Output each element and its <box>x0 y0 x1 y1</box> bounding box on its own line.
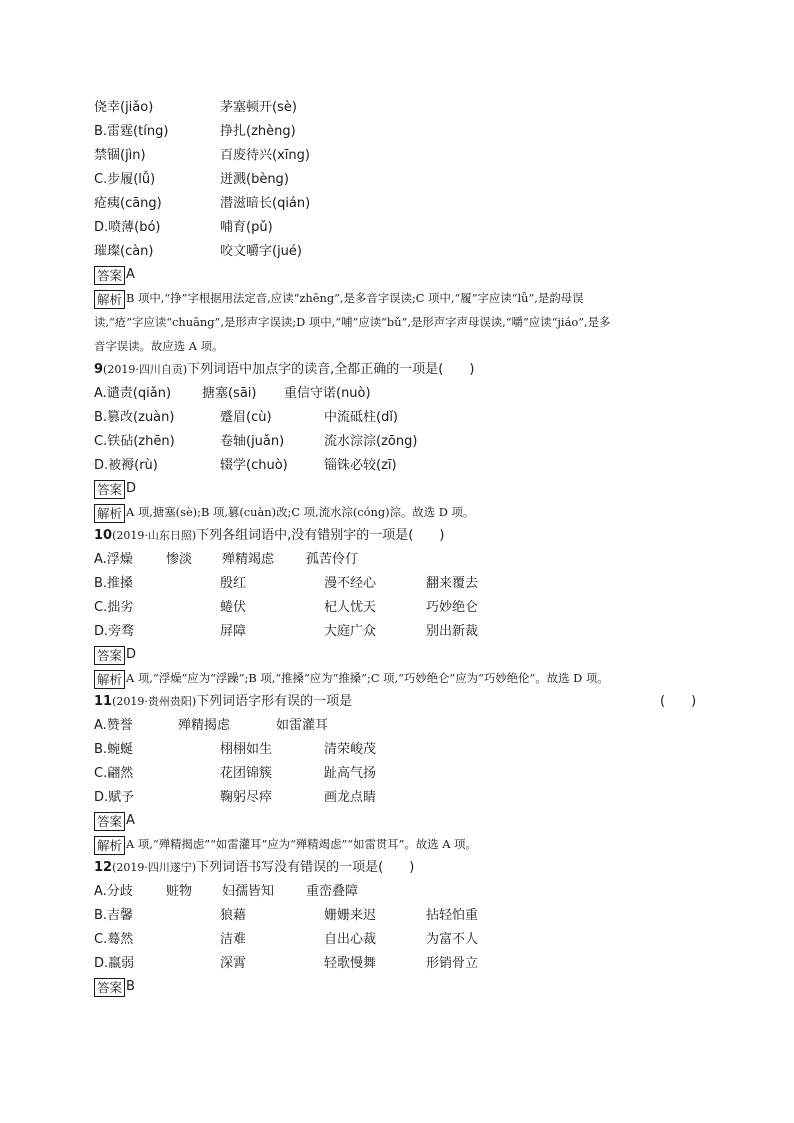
option-word: 杞人忧天 <box>324 600 377 615</box>
option-word: 别出新裁 <box>426 624 479 639</box>
option-word: 巧妙绝仑 <box>426 600 479 615</box>
option-word: 重信守诺(nuò) <box>284 386 371 401</box>
answer-tag: 答案 <box>94 266 125 285</box>
answer-row <box>94 644 710 666</box>
option-word: 禁锢(jìn) <box>94 148 146 163</box>
option-word: 深霄 <box>220 956 247 971</box>
explain-tag: 解析 <box>94 836 125 855</box>
question-text: 下列各组词语中,没有错别字的一项是( ) <box>196 528 445 543</box>
option-word: 中流砥柱(dǐ) <box>324 410 399 425</box>
option-word: 鞠躬尽瘁 <box>220 790 273 805</box>
option-word: 流水淙淙(zōng) <box>324 434 418 449</box>
option-word: B.吉馨 <box>94 908 134 923</box>
option-row <box>94 406 710 430</box>
option-word: 迸溅(bèng) <box>220 172 289 187</box>
option-word: D.羸弱 <box>94 956 135 971</box>
question-number: 12 <box>94 860 113 875</box>
option-row <box>94 714 710 738</box>
option-row <box>94 596 710 620</box>
option-row <box>94 738 710 762</box>
option-row <box>94 762 710 786</box>
option-word: 疮痍(cāng) <box>94 196 162 211</box>
question-text: 下列词语中加点字的读音,全都正确的一项是( ) <box>187 362 475 377</box>
option-row <box>94 786 710 810</box>
option-word: B.推搡 <box>94 576 134 591</box>
option-row <box>94 880 710 904</box>
option-word: 侥幸(jiǎo) <box>94 100 154 115</box>
explanation <box>94 286 710 358</box>
option-word: A.谴责(qiǎn) <box>94 386 172 401</box>
option-word: 孤苦伶仃 <box>306 552 359 567</box>
explanation-line: A 项,“殚精揭虑”“如雷灌耳”应为“殚精竭虑”“如雷贯耳”。故选 A 项。 <box>126 837 477 851</box>
option-word: D.喷薄(bó) <box>94 220 161 235</box>
option-row <box>94 240 710 264</box>
option-word: 花团锦簇 <box>220 766 273 781</box>
answer-row <box>94 264 710 286</box>
option-word: 画龙点睛 <box>324 790 377 805</box>
question-source: (2019·贵州贵阳) <box>112 695 197 708</box>
option-word: 哺育(pǔ) <box>220 220 273 235</box>
question-number: 10 <box>94 528 113 543</box>
answer-tag: 答案 <box>94 978 125 997</box>
question-number: 9 <box>94 362 104 377</box>
option-word: 形销骨立 <box>426 956 479 971</box>
answer-row <box>94 478 710 500</box>
option-word: 重峦叠障 <box>306 884 359 899</box>
option-word: 屏障 <box>220 624 247 639</box>
question-source: (2019·四川遂宁) <box>112 861 197 874</box>
option-word: A.赞誉 <box>94 718 133 733</box>
option-row <box>94 382 710 406</box>
question-source: (2019·山东日照) <box>112 529 197 542</box>
option-word: B.雷霆(tíng) <box>94 124 169 139</box>
option-word: 自出心裁 <box>324 932 377 947</box>
option-word: 大庭广众 <box>324 624 377 639</box>
option-word: B.蜿蜒 <box>94 742 134 757</box>
option-row <box>94 430 710 454</box>
option-row <box>94 216 710 240</box>
option-word: 惨淡 <box>166 552 193 567</box>
option-word: 清荣峻茂 <box>324 742 377 757</box>
explanation-line: A 项,搪塞(sè);B 项,篡(cuàn)改;C 项,流水淙(cóng)淙。故选 D 项。 <box>126 505 475 519</box>
answer-value: D <box>126 647 137 662</box>
option-row <box>94 928 710 952</box>
option-row <box>94 904 710 928</box>
option-word: C.翩然 <box>94 766 134 781</box>
option-word: 漫不经心 <box>324 576 377 591</box>
option-word: 潜滋暗长(qián) <box>220 196 311 211</box>
option-word: D.旁骛 <box>94 624 135 639</box>
option-word: 殚精竭虑 <box>222 552 275 567</box>
option-word: C.铁砧(zhēn) <box>94 434 175 449</box>
option-word: 璀璨(càn) <box>94 244 154 259</box>
option-word: 咬文嚼字(jué) <box>220 244 302 259</box>
exam-page <box>94 96 710 998</box>
answer-value: D <box>126 481 137 496</box>
option-word: 殚精揭虑 <box>178 718 231 733</box>
question-stem <box>94 856 710 880</box>
option-word: 洁难 <box>220 932 247 947</box>
question-source: (2019·四川自贡) <box>103 363 188 376</box>
answer-row <box>94 976 710 998</box>
option-word: 为富不人 <box>426 932 479 947</box>
explain-tag: 解析 <box>94 504 125 523</box>
explanation-line: 读,“疮”字应读“chuāng”,是形声字误读;D 项中,“哺”应读“bǔ”,是形声字声母误读,“嚼”应读“jiáo”,是多 <box>94 315 611 329</box>
option-row <box>94 548 710 572</box>
explanation <box>94 500 710 524</box>
option-word: 辍学(chuò) <box>220 458 288 473</box>
option-word: 翻来覆去 <box>426 576 479 591</box>
question-text: 下列词语书写没有错误的一项是( ) <box>196 860 415 875</box>
option-word: 茅塞顿开(sè) <box>220 100 297 115</box>
option-word: 百废待兴(xīng) <box>220 148 310 163</box>
option-word: 如雷灌耳 <box>276 718 329 733</box>
answer-value: B <box>126 979 135 994</box>
explain-tag: 解析 <box>94 670 125 689</box>
option-word: 拈轻怕重 <box>426 908 479 923</box>
question-number: 11 <box>94 694 113 709</box>
explanation-line: 音字误读。故应选 A 项。 <box>94 339 224 353</box>
option-row <box>94 144 710 168</box>
option-word: 轻歌慢舞 <box>324 956 377 971</box>
explain-tag: 解析 <box>94 290 125 309</box>
answer-blank: ( ) <box>660 694 697 709</box>
option-word: C.步履(lǚ) <box>94 172 156 187</box>
option-row <box>94 454 710 478</box>
option-word: 挣扎(zhèng) <box>220 124 296 139</box>
answer-row <box>94 810 710 832</box>
question-stem <box>94 524 710 548</box>
option-word: 蹙眉(cù) <box>220 410 272 425</box>
option-word: 锱铢必较(zī) <box>324 458 397 473</box>
explanation-line: B 项中,“挣”字根据用法定音,应读“zhēng”,是多音字误读;C 项中,“履”字应读“lǚ”,是韵母误 <box>126 291 584 305</box>
option-word: 趾高气扬 <box>324 766 377 781</box>
answer-tag: 答案 <box>94 480 125 499</box>
option-word: D.被褥(rù) <box>94 458 158 473</box>
option-word: B.篡改(zuàn) <box>94 410 175 425</box>
explanation <box>94 666 710 690</box>
option-word: 殷红 <box>220 576 247 591</box>
option-word: 栩栩如生 <box>220 742 273 757</box>
option-word: 妇孺皆知 <box>222 884 275 899</box>
question-stem <box>94 690 710 714</box>
answer-tag: 答案 <box>94 646 125 665</box>
option-word: C.蓦然 <box>94 932 134 947</box>
answer-value: A <box>126 813 135 828</box>
option-row <box>94 168 710 192</box>
option-word: C.拙劣 <box>94 600 134 615</box>
question-stem <box>94 358 710 382</box>
option-word: 狼藉 <box>220 908 247 923</box>
option-word: 搪塞(sāi) <box>202 386 257 401</box>
option-row <box>94 952 710 976</box>
option-row <box>94 572 710 596</box>
option-row <box>94 620 710 644</box>
option-row <box>94 120 710 144</box>
option-row <box>94 192 710 216</box>
option-word: A.浮燥 <box>94 552 133 567</box>
option-word: A.分歧 <box>94 884 133 899</box>
answer-tag: 答案 <box>94 812 125 831</box>
option-word: 蜷伏 <box>220 600 247 615</box>
option-row <box>94 96 710 120</box>
option-word: 赃物 <box>166 884 193 899</box>
option-word: D.赋予 <box>94 790 135 805</box>
explanation-line: A 项,“浮燥”应为“浮躁”;B 项,“推搡”应为“推搡”;C 项,“巧妙绝仑”应为“巧妙绝伦”。故选 D 项。 <box>126 671 609 685</box>
explanation <box>94 832 710 856</box>
question-text: 下列词语字形有误的一项是 <box>196 694 353 709</box>
answer-value: A <box>126 267 135 282</box>
option-word: 卷轴(juǎn) <box>220 434 285 449</box>
option-word: 姗姗来迟 <box>324 908 377 923</box>
